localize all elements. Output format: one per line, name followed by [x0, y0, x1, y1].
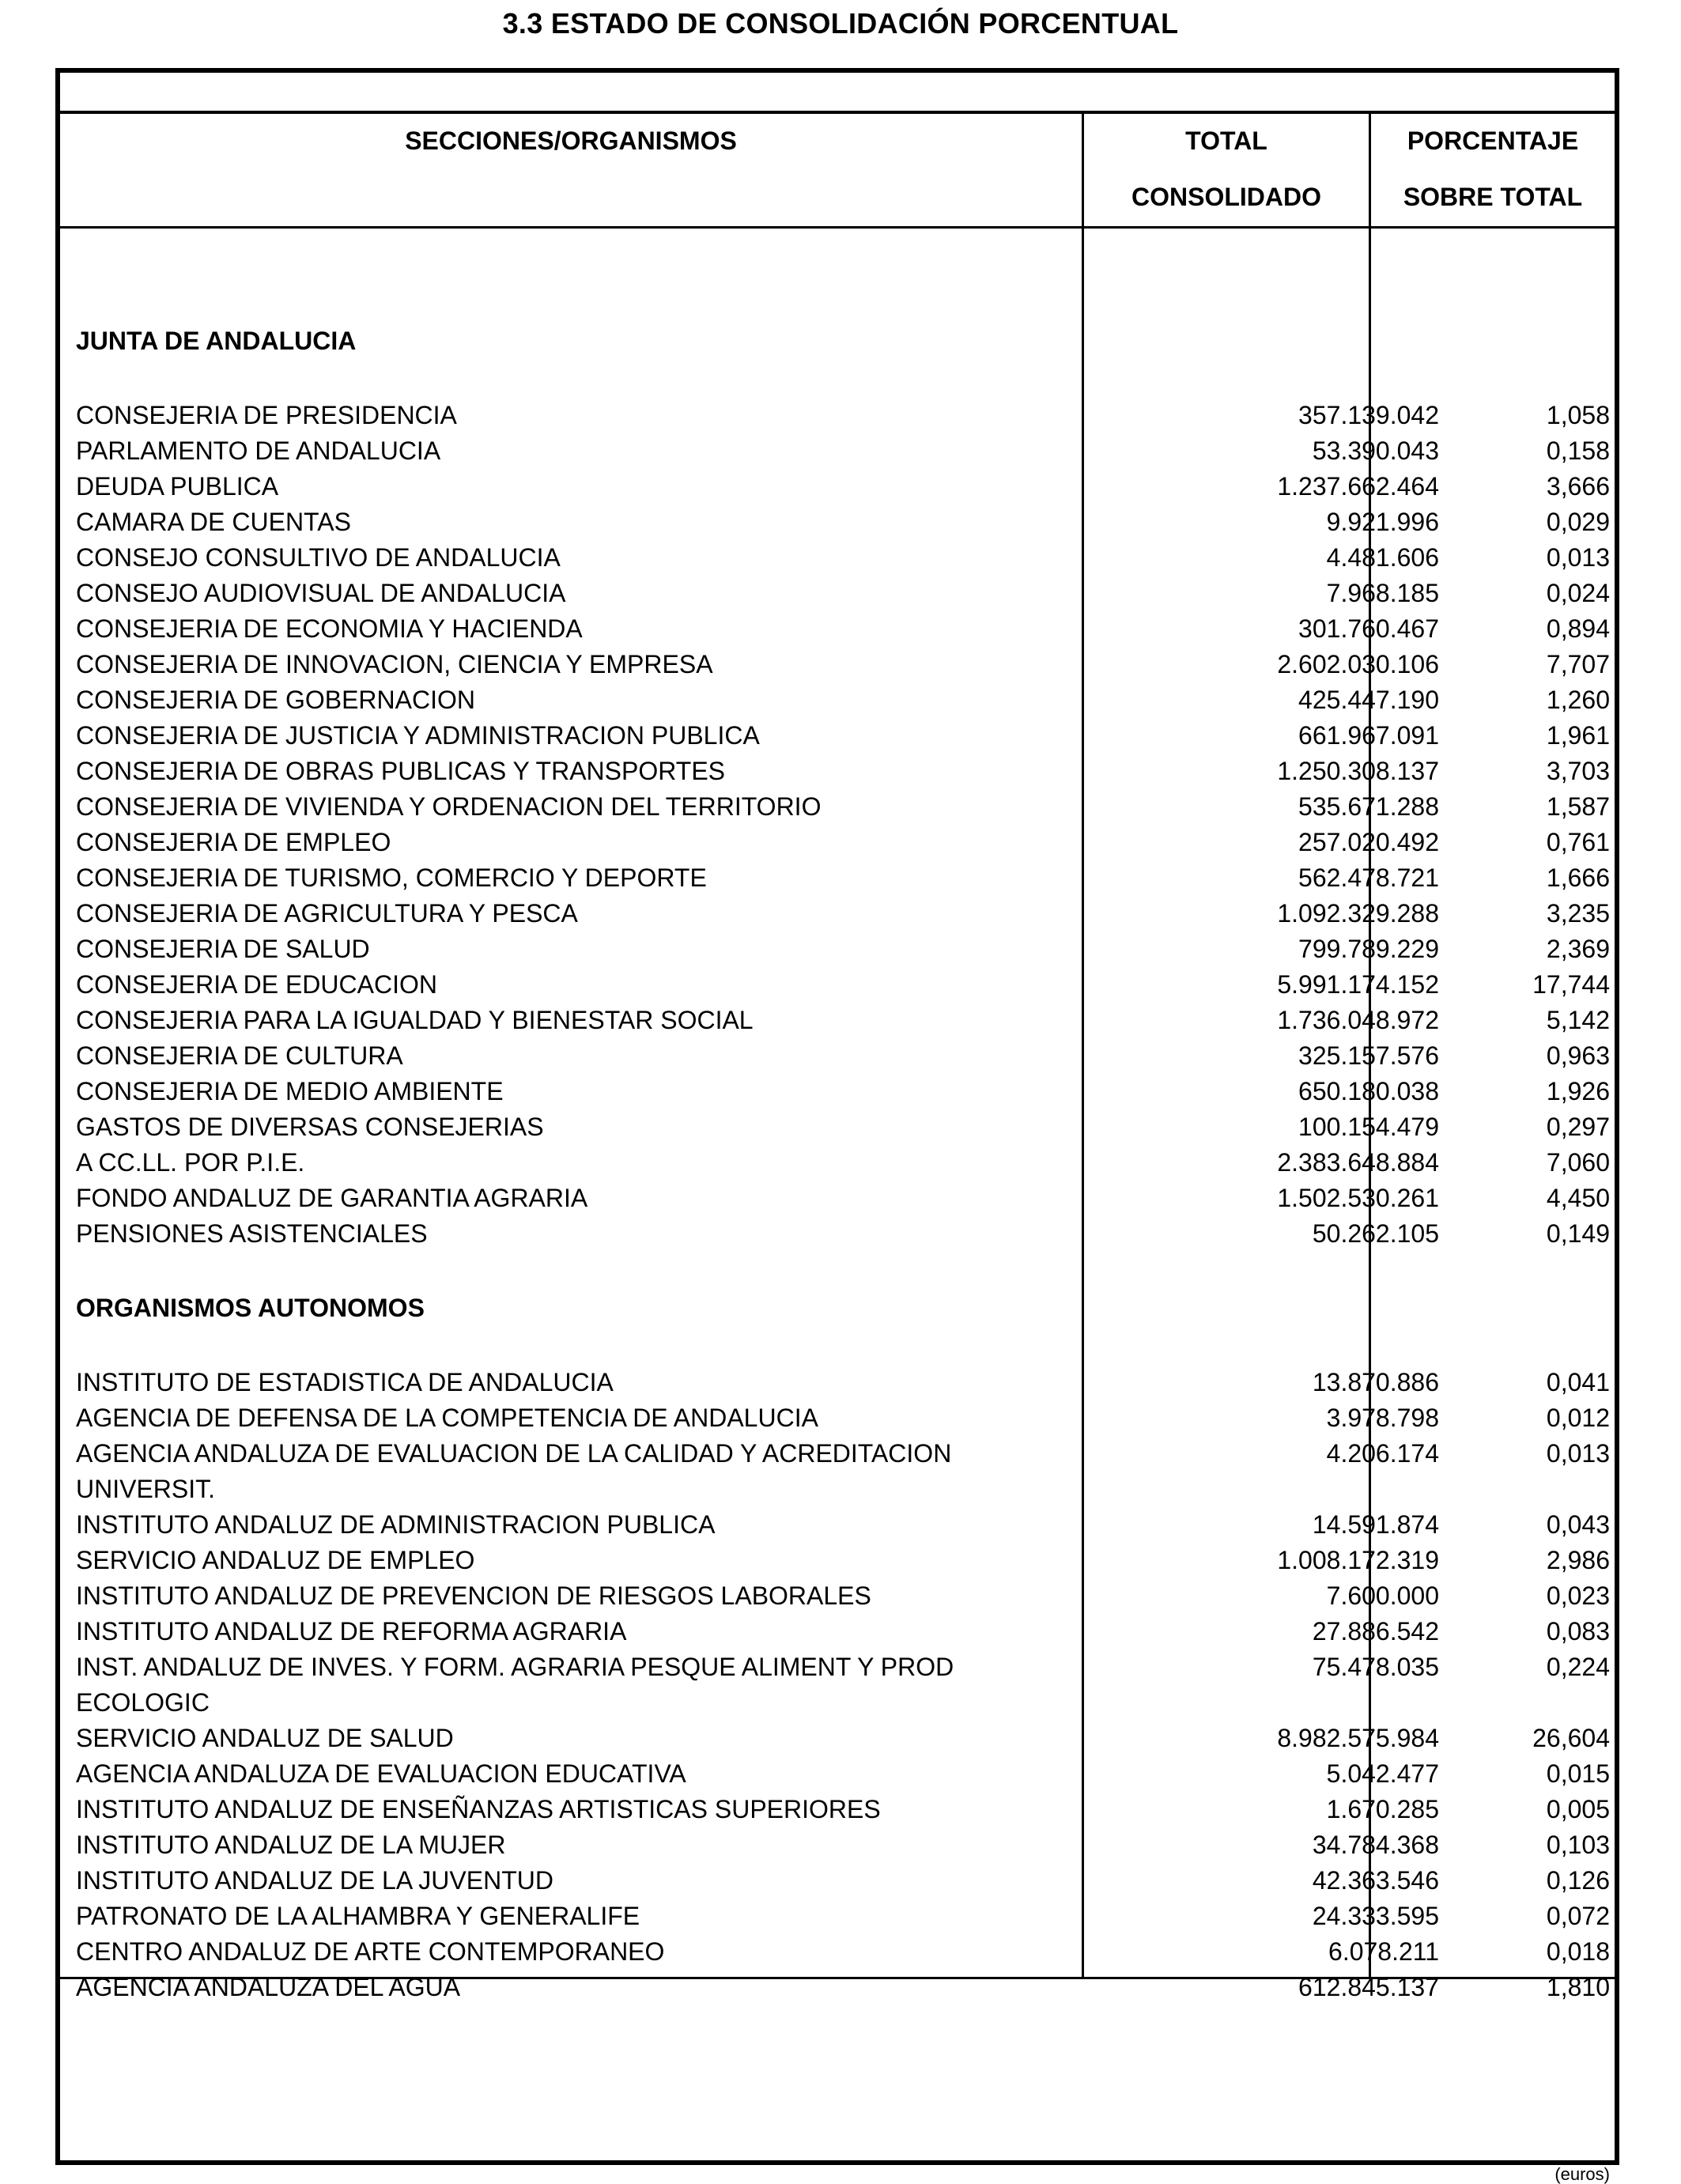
row-total: 661.967.091	[1298, 721, 1439, 750]
row-percent: 0,894	[1546, 614, 1610, 643]
row-total: 650.180.038	[1298, 1077, 1439, 1105]
row-total: 42.363.546	[1312, 1866, 1439, 1895]
row-percent: 1,926	[1546, 1077, 1610, 1105]
table-row	[76, 1792, 1610, 1827]
row-total: 14.591.874	[1312, 1510, 1439, 1539]
table-row	[76, 1863, 1610, 1899]
row-name: PARLAMENTO DE ANDALUCIA	[76, 436, 441, 465]
row-percent: 0,041	[1546, 1368, 1610, 1396]
row-name: AGENCIA ANDALUZA DE EVALUACION DE LA CALIDAD Y ACREDITACION UNIVERSIT.	[76, 1439, 952, 1503]
header-total-line1: TOTAL	[1185, 127, 1267, 155]
table-body	[76, 285, 1610, 2005]
section-gap	[76, 359, 1610, 398]
row-name: CONSEJERIA DE VIVIENDA Y ORDENACION DEL TERRITORIO	[76, 792, 822, 821]
row-percent: 3,235	[1546, 899, 1610, 928]
page-title: 3.3 ESTADO DE CONSOLIDACIÓN PORCENTUAL	[502, 7, 1179, 40]
table-row	[76, 1756, 1610, 1792]
row-percent: 0,012	[1546, 1404, 1610, 1432]
row-percent: 5,142	[1546, 1006, 1610, 1034]
row-total: 4.206.174	[1326, 1439, 1439, 1468]
row-name: PENSIONES ASISTENCIALES	[76, 1219, 428, 1248]
row-total: 425.447.190	[1298, 686, 1439, 714]
table-row	[76, 1614, 1610, 1649]
table-row	[76, 1578, 1610, 1614]
row-percent: 1,666	[1546, 863, 1610, 892]
row-total: 1.736.048.972	[1277, 1006, 1439, 1034]
row-name: DEUDA PUBLICA	[76, 472, 279, 501]
table-row	[76, 1721, 1610, 1756]
header-secciones	[60, 125, 1082, 157]
row-total: 612.845.137	[1298, 1973, 1439, 2001]
row-percent: 0,761	[1546, 828, 1610, 856]
row-percent: 0,024	[1546, 579, 1610, 607]
row-percent: 7,707	[1546, 650, 1610, 678]
row-total: 34.784.368	[1312, 1831, 1439, 1859]
row-percent: 0,083	[1546, 1617, 1610, 1646]
row-percent: 7,060	[1546, 1148, 1610, 1177]
row-percent: 0,013	[1546, 543, 1610, 572]
row-total: 1.250.308.137	[1277, 757, 1439, 785]
row-percent: 0,963	[1546, 1041, 1610, 1070]
row-percent: 0,029	[1546, 508, 1610, 536]
section-spacer	[76, 1252, 1610, 1290]
header-top-rule	[55, 111, 1619, 114]
row-total: 2.602.030.106	[1277, 650, 1439, 678]
section-title: ORGANISMOS AUTONOMOS	[76, 1294, 425, 1322]
row-name: INSTITUTO ANDALUZ DE ENSEÑANZAS ARTISTICAS SUPERIORES	[76, 1795, 881, 1823]
row-name: CONSEJO AUDIOVISUAL DE ANDALUCIA	[76, 579, 566, 607]
table-row	[76, 1145, 1610, 1181]
table-row	[76, 1365, 1610, 1400]
header-porcentaje	[1371, 125, 1615, 213]
row-total: 9.921.996	[1326, 508, 1439, 536]
row-percent: 3,666	[1546, 472, 1610, 501]
row-percent: 1,810	[1546, 1973, 1610, 2001]
row-total: 1.092.329.288	[1277, 899, 1439, 928]
row-name: CONSEJERIA DE INNOVACION, CIENCIA Y EMPRESA	[76, 650, 713, 678]
table-row	[76, 1507, 1610, 1543]
row-percent: 2,986	[1546, 1546, 1610, 1574]
row-total: 53.390.043	[1312, 436, 1439, 465]
row-total: 325.157.576	[1298, 1041, 1439, 1070]
header-secciones-label: SECCIONES/ORGANISMOS	[405, 127, 737, 155]
row-percent: 1,058	[1546, 401, 1610, 429]
row-percent: 0,158	[1546, 436, 1610, 465]
row-total: 3.978.798	[1326, 1404, 1439, 1432]
row-total: 1.237.662.464	[1277, 472, 1439, 501]
row-percent: 0,013	[1546, 1439, 1610, 1468]
table-row	[76, 576, 1610, 611]
row-percent: 0,015	[1546, 1759, 1610, 1788]
row-name: CONSEJERIA PARA LA IGUALDAD Y BIENESTAR SOCIAL	[76, 1006, 754, 1034]
table-row	[76, 1074, 1610, 1109]
row-name: CONSEJERIA DE OBRAS PUBLICAS Y TRANSPORTES	[76, 757, 725, 785]
table-row	[76, 967, 1610, 1003]
row-total: 562.478.721	[1298, 863, 1439, 892]
section-spacer	[76, 285, 1610, 323]
row-percent: 4,450	[1546, 1184, 1610, 1212]
row-percent: 1,961	[1546, 721, 1610, 750]
table-row	[76, 1400, 1610, 1436]
row-name: INSTITUTO ANDALUZ DE REFORMA AGRARIA	[76, 1617, 627, 1646]
table-row	[76, 504, 1610, 540]
header-pct-line2: SOBRE TOTAL	[1403, 183, 1583, 211]
row-name: INSTITUTO ANDALUZ DE LA MUJER	[76, 1831, 506, 1859]
row-percent: 26,604	[1532, 1724, 1610, 1752]
table-row	[76, 1970, 1610, 2005]
table-row	[76, 611, 1610, 647]
row-total: 8.982.575.984	[1277, 1724, 1439, 1752]
row-name: CONSEJERIA DE CULTURA	[76, 1041, 403, 1070]
table-row	[76, 540, 1610, 576]
table-row	[76, 1899, 1610, 1934]
row-name: INST. ANDALUZ DE INVES. Y FORM. AGRARIA PESQUE ALIMENT Y PROD ECOLOGIC	[76, 1653, 954, 1717]
row-percent: 0,072	[1546, 1902, 1610, 1930]
row-percent: 3,703	[1546, 757, 1610, 785]
row-total: 357.139.042	[1298, 401, 1439, 429]
row-percent: 0,224	[1546, 1653, 1610, 1681]
row-percent: 2,369	[1546, 935, 1610, 963]
row-percent: 1,587	[1546, 792, 1610, 821]
row-total: 4.481.606	[1326, 543, 1439, 572]
row-name: GASTOS DE DIVERSAS CONSEJERIAS	[76, 1113, 544, 1141]
row-percent: 0,103	[1546, 1831, 1610, 1859]
row-percent: 17,744	[1532, 970, 1610, 999]
table-row	[76, 1003, 1610, 1038]
row-total: 301.760.467	[1298, 614, 1439, 643]
row-percent: 0,005	[1546, 1795, 1610, 1823]
row-name: FONDO ANDALUZ DE GARANTIA AGRARIA	[76, 1184, 588, 1212]
row-total: 535.671.288	[1298, 792, 1439, 821]
row-name: INSTITUTO ANDALUZ DE PREVENCION DE RIESGOS LABORALES	[76, 1581, 871, 1610]
row-name: PATRONATO DE LA ALHAMBRA Y GENERALIFE	[76, 1902, 640, 1930]
row-name: INSTITUTO DE ESTADISTICA DE ANDALUCIA	[76, 1368, 614, 1396]
section-gap	[76, 1326, 1610, 1365]
row-name: CONSEJERIA DE EDUCACION	[76, 970, 437, 999]
row-name: CONSEJERIA DE AGRICULTURA Y PESCA	[76, 899, 578, 928]
table-row	[76, 1038, 1610, 1074]
table-row	[76, 398, 1610, 433]
row-total: 7.600.000	[1326, 1581, 1439, 1610]
units-note: (euros)	[1554, 2164, 1610, 2184]
row-total: 6.078.211	[1328, 1937, 1439, 1966]
row-total: 27.886.542	[1312, 1617, 1439, 1646]
row-name: CAMARA DE CUENTAS	[76, 508, 351, 536]
row-total: 13.870.886	[1312, 1368, 1439, 1396]
section-title: JUNTA DE ANDALUCIA	[76, 327, 357, 355]
table-row	[76, 433, 1610, 469]
row-total: 2.383.648.884	[1277, 1148, 1439, 1177]
row-total: 799.789.229	[1298, 935, 1439, 963]
table-row	[76, 825, 1610, 860]
row-name: A CC.LL. POR P.I.E.	[76, 1148, 305, 1177]
table-row	[76, 718, 1610, 754]
row-name: CONSEJERIA DE GOBERNACION	[76, 686, 475, 714]
row-name: CONSEJERIA DE MEDIO AMBIENTE	[76, 1077, 504, 1105]
table-row	[76, 860, 1610, 896]
row-total: 7.968.185	[1326, 579, 1439, 607]
table-row	[76, 1934, 1610, 1970]
table-row	[76, 1436, 1610, 1507]
row-name: INSTITUTO ANDALUZ DE ADMINISTRACION PUBLICA	[76, 1510, 716, 1539]
table-row	[76, 1109, 1610, 1145]
row-percent: 0,023	[1546, 1581, 1610, 1610]
row-name: CONSEJERIA DE PRESIDENCIA	[76, 401, 457, 429]
row-name: AGENCIA DE DEFENSA DE LA COMPETENCIA DE ANDALUCIA	[76, 1404, 818, 1432]
table-row	[76, 1827, 1610, 1863]
table-row	[76, 1181, 1610, 1216]
row-total: 1.008.172.319	[1277, 1546, 1439, 1574]
table-row	[76, 1543, 1610, 1578]
header-bottom-rule	[55, 226, 1619, 229]
header-total	[1084, 125, 1369, 213]
row-percent: 0,018	[1546, 1937, 1610, 1966]
row-percent: 0,149	[1546, 1219, 1610, 1248]
row-name: CONSEJERIA DE SALUD	[76, 935, 370, 963]
row-total: 1.670.285	[1326, 1795, 1439, 1823]
row-total: 5.991.174.152	[1277, 970, 1439, 999]
row-percent: 0,126	[1546, 1866, 1610, 1895]
table-row	[76, 931, 1610, 967]
header-pct-line1: PORCENTAJE	[1407, 127, 1579, 155]
row-total: 24.333.595	[1312, 1902, 1439, 1930]
row-name: CONSEJERIA DE JUSTICIA Y ADMINISTRACION PUBLICA	[76, 721, 760, 750]
table-row	[76, 469, 1610, 504]
row-name: CONSEJERIA DE TURISMO, COMERCIO Y DEPORTE	[76, 863, 707, 892]
row-name: SERVICIO ANDALUZ DE SALUD	[76, 1724, 454, 1752]
row-name: CENTRO ANDALUZ DE ARTE CONTEMPORANEO	[76, 1937, 665, 1966]
row-total: 1.502.530.261	[1277, 1184, 1439, 1212]
row-percent: 1,260	[1546, 686, 1610, 714]
table-row	[76, 754, 1610, 789]
table-row	[76, 1216, 1610, 1252]
row-name: SERVICIO ANDALUZ DE EMPLEO	[76, 1546, 475, 1574]
row-name: INSTITUTO ANDALUZ DE LA JUVENTUD	[76, 1866, 553, 1895]
row-total: 257.020.492	[1298, 828, 1439, 856]
table-row	[76, 682, 1610, 718]
table-row	[76, 647, 1610, 682]
row-name: CONSEJERIA DE EMPLEO	[76, 828, 391, 856]
table-row	[76, 789, 1610, 825]
row-total: 5.042.477	[1326, 1759, 1439, 1788]
row-percent: 0,043	[1546, 1510, 1610, 1539]
row-name: AGENCIA ANDALUZA DE EVALUACION EDUCATIVA	[76, 1759, 686, 1788]
row-total: 100.154.479	[1298, 1113, 1439, 1141]
row-percent: 0,297	[1546, 1113, 1610, 1141]
row-name: CONSEJERIA DE ECONOMIA Y HACIENDA	[76, 614, 583, 643]
table-row	[76, 1649, 1610, 1721]
row-total: 75.478.035	[1312, 1653, 1439, 1681]
row-total: 50.262.105	[1312, 1219, 1439, 1248]
header-total-line2: CONSOLIDADO	[1131, 183, 1321, 211]
row-name: CONSEJO CONSULTIVO DE ANDALUCIA	[76, 543, 561, 572]
row-name: AGENCIA ANDALUZA DEL AGUA	[76, 1973, 461, 2001]
table-row	[76, 896, 1610, 931]
